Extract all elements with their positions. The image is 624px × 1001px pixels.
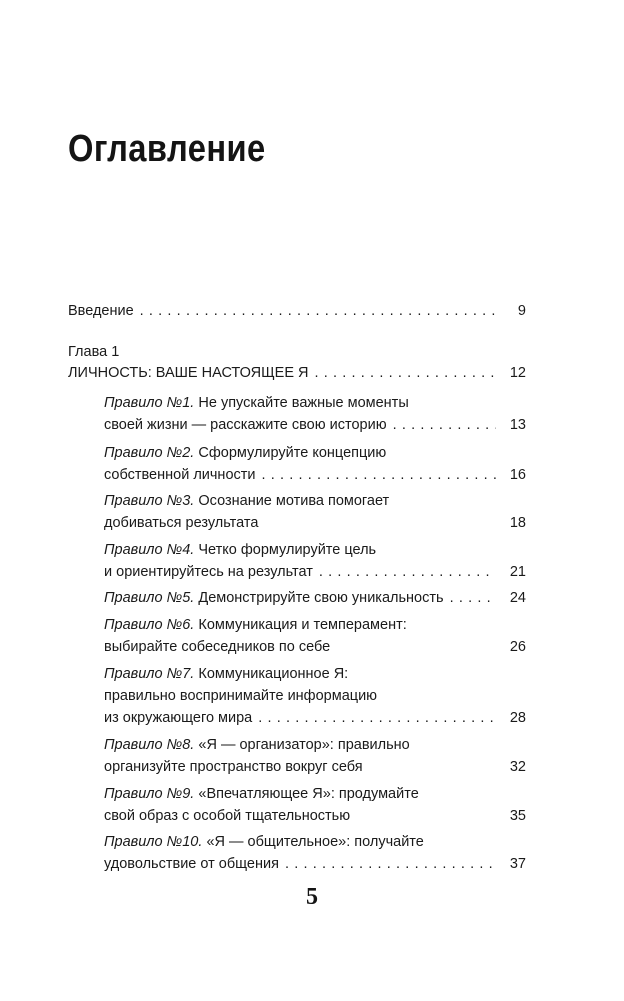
rule-prefix: Правило №8. — [104, 737, 195, 753]
rule-prefix: Правило №2. — [104, 445, 195, 461]
rule-text-line: Сформулируйте концепцию — [198, 445, 387, 461]
dot-leader — [262, 464, 497, 487]
toc-entry-label: Введение — [68, 303, 134, 319]
rule-text-line: добиваться результата — [104, 515, 259, 531]
toc-entry-rule-3-last[interactable] — [104, 512, 526, 535]
toc-page-number: 12 — [509, 365, 526, 381]
page-number: 5 — [306, 884, 318, 910]
page-title: Оглавление — [68, 128, 266, 170]
rule-text-line: своей жизни — расскажите свою историю — [104, 417, 387, 433]
rule-text-line: «Впечатляющее Я»: продумайте — [198, 786, 419, 802]
rule-text-line: организуйте пространство вокруг себя — [104, 759, 363, 775]
dot-leader — [315, 362, 496, 385]
toc-entry-rule-8-last[interactable] — [104, 756, 526, 779]
toc-entry-rule-7-last[interactable] — [104, 707, 526, 730]
rule-prefix: Правило №9. — [104, 786, 195, 802]
rule-text-line: свой образ с особой тщательностью — [104, 808, 351, 824]
toc-page-number: 37 — [509, 856, 526, 872]
toc-entry-rule-10[interactable] — [104, 831, 424, 854]
rule-text-line: собственной личности — [104, 467, 256, 483]
rule-text-line: из окружающего мира — [104, 710, 253, 726]
toc-entry-rule-9-last[interactable] — [104, 805, 526, 828]
rule-text-line: Коммуникационное Я: — [198, 666, 349, 682]
rule-text-line: удовольствие от общения — [104, 856, 279, 872]
rule-prefix: Правило №3. — [104, 493, 195, 509]
rule-prefix: Правило №10. — [104, 834, 203, 850]
rule-text-line: Демонстрируйте свою уникальность — [198, 590, 444, 606]
rule-text-line: и ориентируйтесь на результат — [104, 564, 313, 580]
toc-entry-rule-2[interactable] — [104, 442, 386, 465]
rule-prefix: Правило №4. — [104, 542, 195, 558]
toc-entry-intro[interactable] — [68, 300, 526, 323]
toc-entry-rule-9[interactable] — [104, 783, 419, 806]
dot-leader — [140, 300, 496, 323]
toc-entry-chapter-1[interactable] — [68, 362, 526, 385]
toc-page-number: 9 — [517, 303, 526, 319]
toc-entry-rule-7-cont[interactable] — [104, 685, 377, 708]
rule-prefix: Правило №6. — [104, 617, 195, 633]
toc-entry-rule-1-last[interactable] — [104, 414, 526, 437]
chapter-label: Глава 1 — [68, 344, 120, 360]
toc-entry-rule-4-last[interactable] — [104, 561, 526, 584]
toc-page-number: 24 — [509, 590, 526, 606]
toc-page-number: 32 — [509, 759, 526, 775]
toc-page-number: 26 — [509, 639, 526, 655]
toc-entry-rule-7[interactable] — [104, 663, 348, 686]
toc-page-number: 18 — [509, 515, 526, 531]
dot-leader — [285, 853, 496, 876]
toc-page-number: 16 — [509, 467, 526, 483]
rule-text-line: Коммуникация и темперамент: — [198, 617, 407, 633]
toc-page-number: 13 — [509, 417, 526, 433]
toc-entry-rule-8[interactable] — [104, 734, 410, 757]
rule-text-line: Четко формулируйте цель — [198, 542, 377, 558]
toc-page-number: 35 — [509, 808, 526, 824]
rule-prefix: Правило №7. — [104, 666, 195, 682]
rule-text-line: «Я — организатор»: правильно — [198, 737, 410, 753]
dot-leader — [319, 561, 496, 584]
dot-leader — [450, 587, 496, 610]
rule-prefix: Правило №5. — [104, 590, 195, 606]
dot-leader — [393, 414, 496, 437]
toc-entry-rule-5[interactable] — [104, 587, 526, 610]
toc-entry-rule-4[interactable] — [104, 539, 376, 562]
rule-text-line: Осознание мотива помогает — [198, 493, 390, 509]
rule-text-line: правильно воспринимайте информацию — [104, 688, 378, 704]
rule-prefix: Правило №1. — [104, 395, 195, 411]
toc-page-number: 21 — [509, 564, 526, 580]
rule-text-line: выбирайте собеседников по себе — [104, 639, 331, 655]
toc-entry-rule-1[interactable] — [104, 392, 409, 415]
toc-entry-rule-2-last[interactable] — [104, 464, 526, 487]
toc-entry-rule-6-last[interactable] — [104, 636, 526, 659]
toc-entry-rule-3[interactable] — [104, 490, 389, 513]
toc-page-number: 28 — [509, 710, 526, 726]
dot-leader — [258, 707, 496, 730]
rule-text-line: «Я — общительное»: получайте — [206, 834, 424, 850]
rule-text-line: Не упускайте важные моменты — [198, 395, 409, 411]
toc-entry-rule-6[interactable] — [104, 614, 407, 637]
chapter-title: ЛИЧНОСТЬ: ВАШЕ НАСТОЯЩЕЕ Я — [68, 365, 309, 381]
toc-entry-rule-10-last[interactable] — [104, 853, 526, 876]
